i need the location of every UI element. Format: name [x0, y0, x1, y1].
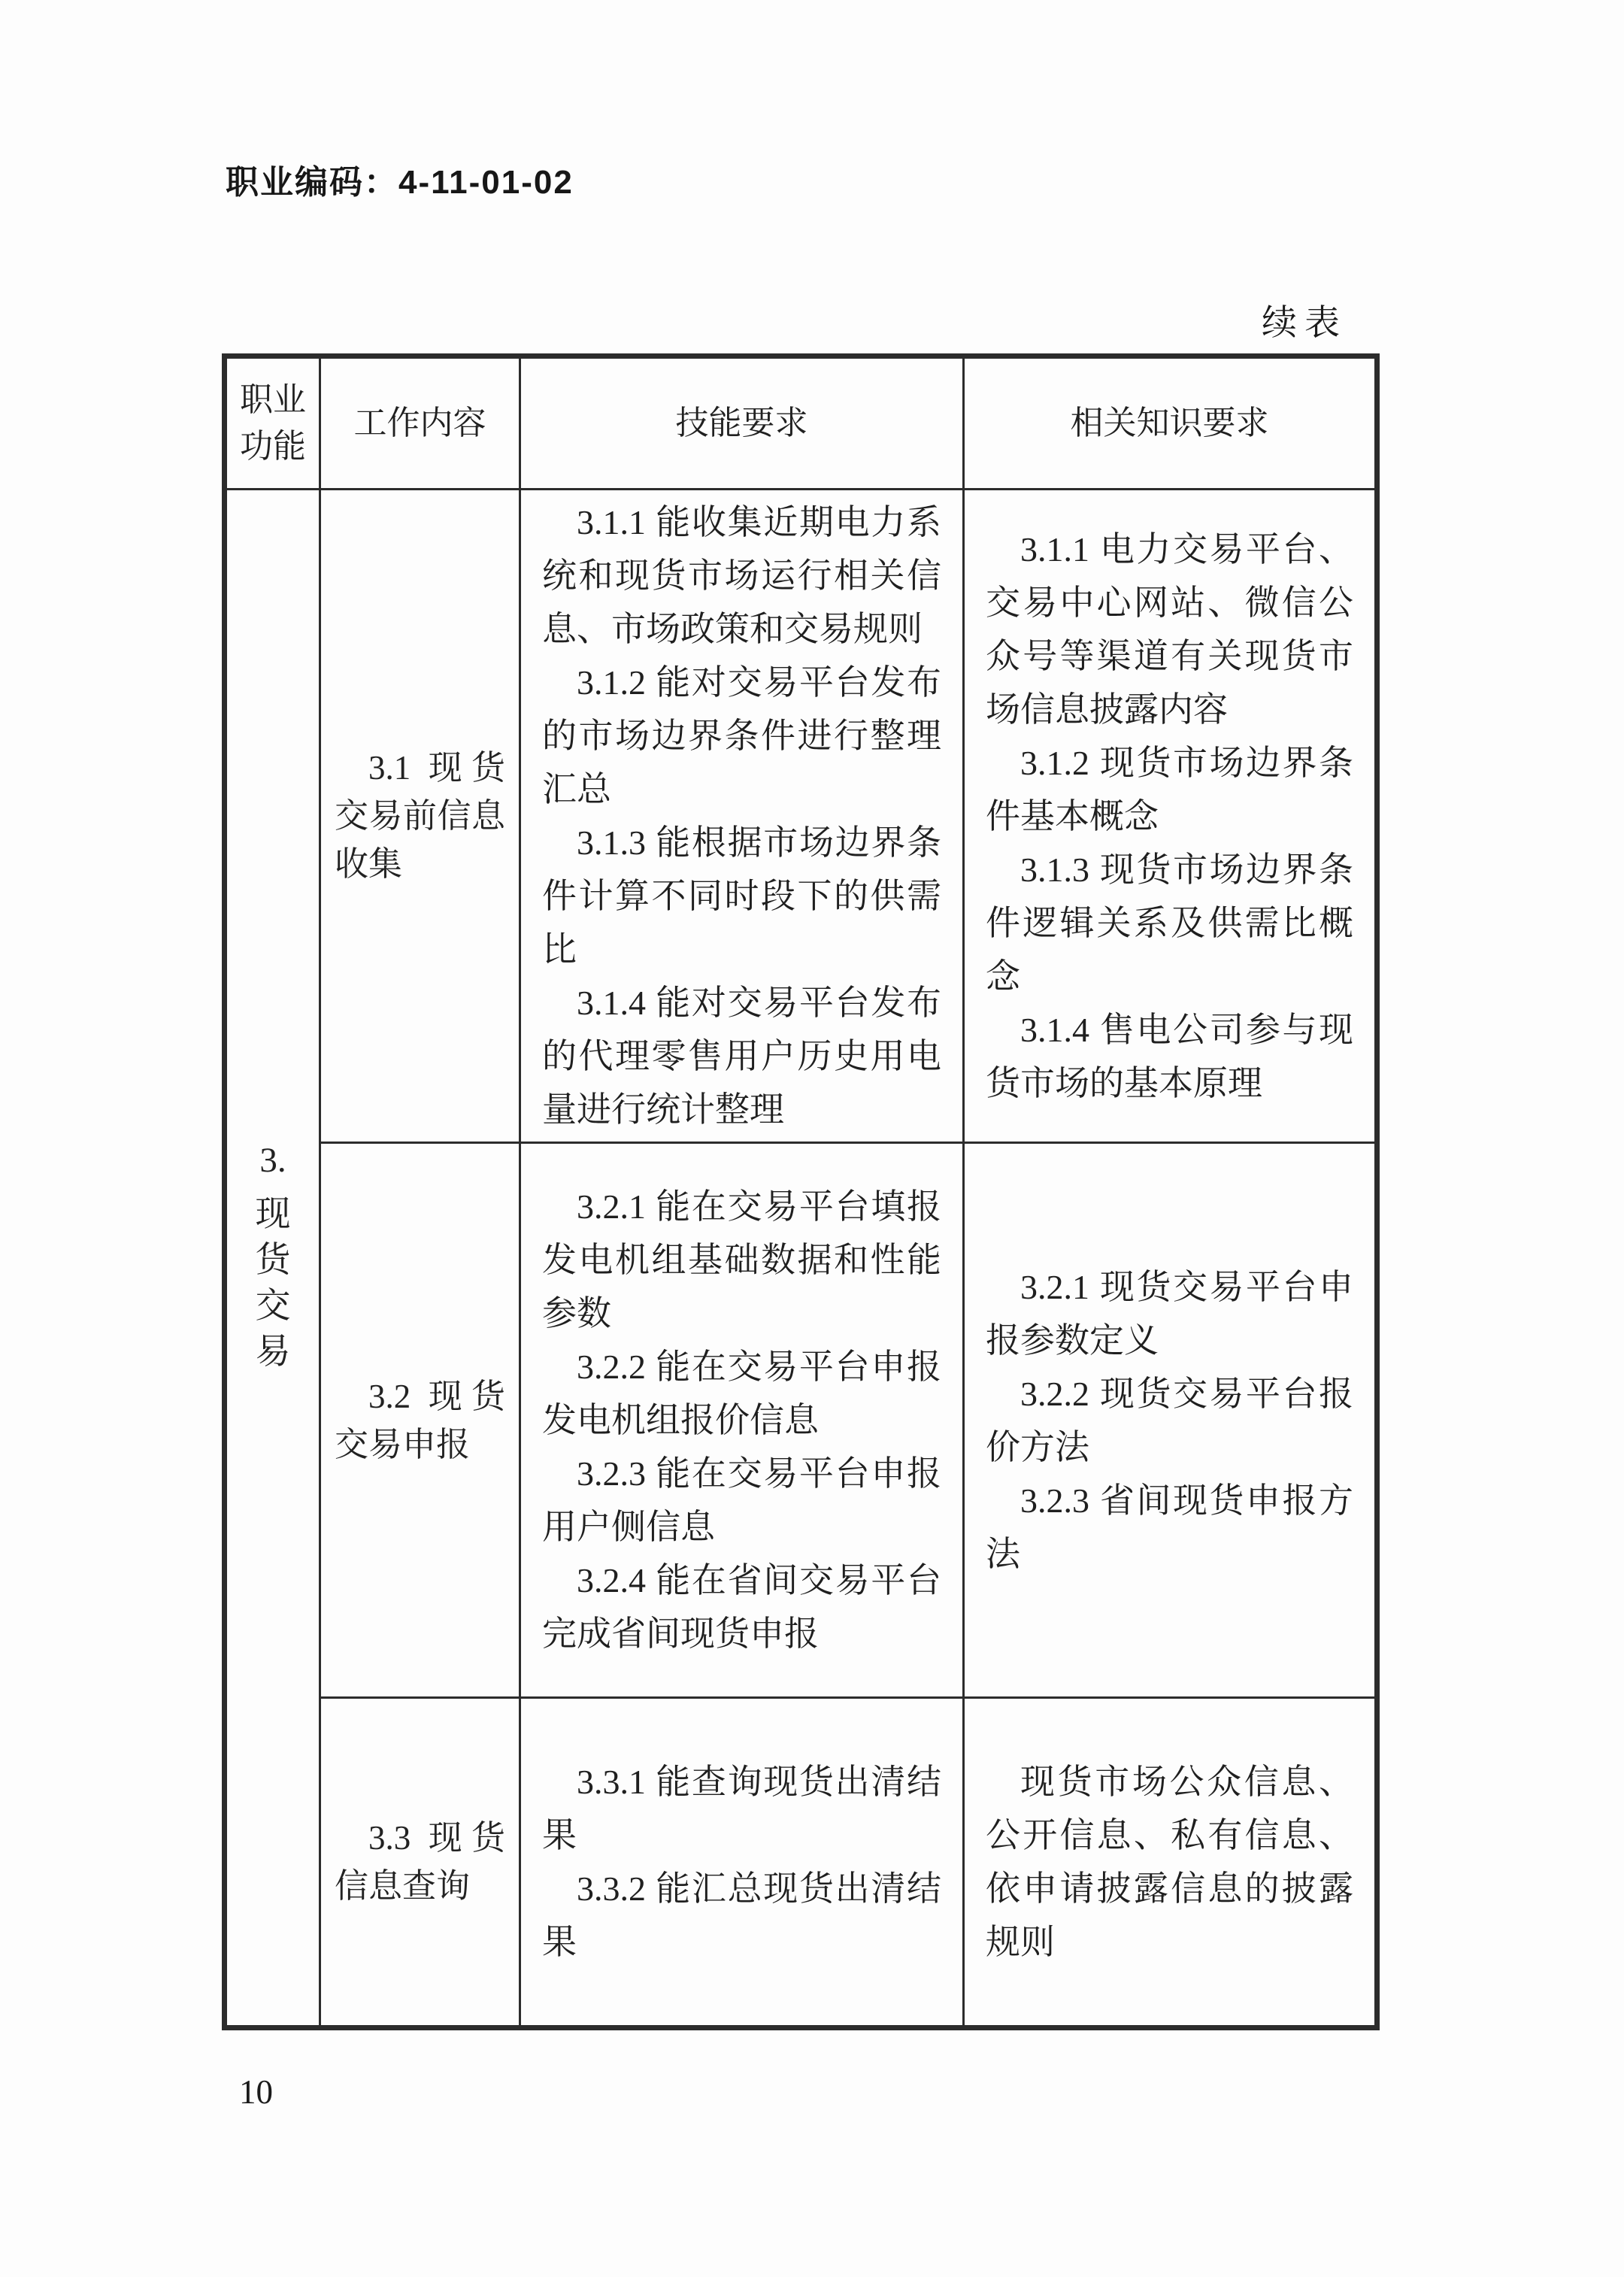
knowledge-item: 3.2.3 省间现货申报方法 [986, 1481, 1353, 1573]
skills-requirements-table [222, 353, 1380, 2030]
function-group-cell [227, 488, 319, 2025]
function-group-number: 3. [259, 1140, 286, 1180]
header-knowledge-requirements: 相关知识要求 [962, 359, 1374, 488]
knowledge-cell-3-3 [962, 1696, 1374, 2025]
skill-item: 3.1.1 能收集近期电力系统和现货市场运行相关信息、市场政策和交易规则 [542, 503, 941, 648]
page-number: 10 [239, 2073, 273, 2111]
knowledge-item: 3.1.4 售电公司参与现货市场的基本原理 [986, 1010, 1353, 1102]
skill-item: 3.1.3 能根据市场边界条件计算不同时段下的供需比 [542, 823, 941, 969]
function-group-name: 现货交易 [255, 1194, 291, 1372]
skill-item: 3.3.1 能查询现货出清结果 [542, 1763, 941, 1854]
continued-table-label: 续表 [1262, 304, 1347, 343]
work-content-cell-3-1 [319, 488, 519, 1142]
work-content-cell-3-3 [319, 1696, 519, 2025]
skill-item: 3.1.2 能对交易平台发布的市场边界条件进行整理汇总 [542, 663, 941, 808]
skill-item: 3.2.1 能在交易平台填报发电机组基础数据和性能参数 [542, 1187, 941, 1333]
knowledge-item: 3.1.2 现货市场边界条件基本概念 [986, 743, 1353, 835]
header-function: 职业功能 [240, 381, 306, 465]
skill-cell-3-3 [519, 1696, 962, 2025]
skill-item: 3.2.4 能在省间交易平台完成省间现货申报 [542, 1561, 941, 1653]
knowledge-item: 3.2.1 现货交易平台申报参数定义 [986, 1267, 1353, 1360]
knowledge-item: 3.1.1 电力交易平台、交易中心网站、微信公众号等渠道有关现货市场信息披露内容 [986, 529, 1353, 729]
occupation-code-label: 职业编码：4-11-01-02 [226, 164, 574, 201]
work-content-cell-3-2 [319, 1142, 519, 1696]
skill-item: 3.2.3 能在交易平台申报用户侧信息 [542, 1454, 941, 1546]
work-content-3-3: 3.3 现货信息查询 [335, 1819, 505, 1905]
skill-cell-3-2 [519, 1142, 962, 1696]
knowledge-item: 3.2.2 现货交易平台报价方法 [986, 1374, 1353, 1466]
header-skill-requirements: 技能要求 [519, 359, 962, 488]
work-content-3-2: 3.2 现货交易申报 [335, 1377, 505, 1463]
skill-item: 3.3.2 能汇总现货出清结果 [542, 1869, 941, 1961]
work-content-3-1: 3.1 现货交易前信息收集 [335, 749, 505, 883]
header-work-content: 工作内容 [319, 359, 519, 488]
skill-cell-3-1 [519, 488, 962, 1142]
knowledge-cell-3-2 [962, 1142, 1374, 1696]
skill-item: 3.1.4 能对交易平台发布的代理零售用户历史用电量进行统计整理 [542, 984, 941, 1129]
knowledge-cell-3-1 [962, 488, 1374, 1142]
skill-item: 3.2.2 能在交易平台申报发电机组报价信息 [542, 1348, 941, 1439]
knowledge-item: 3.1.3 现货市场边界条件逻辑关系及供需比概念 [986, 850, 1353, 996]
knowledge-item: 现货市场公众信息、公开信息、私有信息、依申请披露信息的披露规则 [986, 1763, 1353, 1961]
